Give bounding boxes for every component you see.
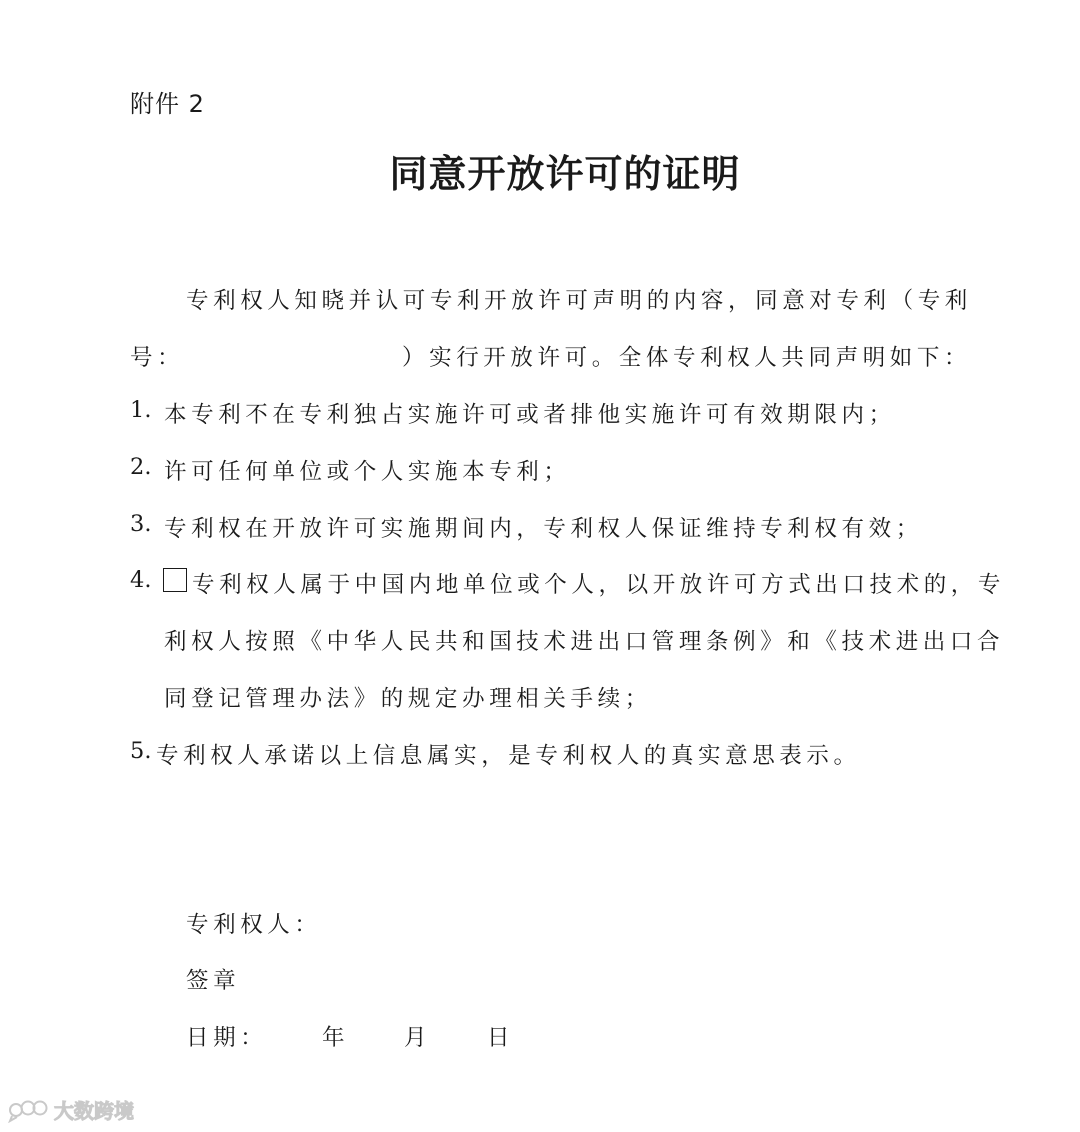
seal-label: 签章 [186, 968, 241, 994]
intro-line-1: 专利权人知晓并认可专利开放许可声明的内容，同意对专利（专利 [186, 288, 972, 314]
intro-line-2-suffix: ）实行开放许可。全体专利权人共同声明如下： [402, 345, 972, 371]
speech-bubble-logo-icon [8, 1097, 48, 1123]
date-label: 日期： [186, 1025, 268, 1051]
item-3-number: 3. [130, 511, 152, 537]
item-5-text: 专利权人承诺以上信息属实，是专利权人的真实意思表示。 [156, 743, 861, 769]
item-4-text-line-1: 专利权人属于中国内地单位或个人，以开放许可方式出口技术的，专 [192, 572, 1006, 598]
intro-line-2-prefix: 号： [130, 345, 185, 371]
item-3-text: 专利权在开放许可实施期间内，专利权人保证维持专利权有效； [164, 516, 923, 542]
date-year: 年 [322, 1025, 350, 1051]
date-day: 日 [487, 1025, 515, 1051]
item-4-text-line-2: 利权人按照《中华人民共和国技术进出口管理条例》和《技术进出口合 [164, 629, 1005, 655]
item-1-text: 本专利不在专利独占实施许可或者排他实施许可有效期限内； [164, 402, 896, 428]
item-4-number: 4. [130, 567, 152, 593]
patentee-label: 专利权人： [186, 912, 322, 938]
item-1-number: 1. [130, 397, 152, 423]
date-month: 月 [404, 1025, 432, 1051]
document-title: 同意开放许可的证明 [389, 151, 741, 196]
watermark [8, 1095, 134, 1124]
item-4-checkbox[interactable] [163, 568, 187, 592]
item-2-text: 许可任何单位或个人实施本专利； [164, 459, 571, 485]
item-2-number: 2. [130, 454, 152, 480]
watermark-text: 大数跨境 [54, 1099, 134, 1123]
item-5-number: 5. [130, 738, 152, 764]
attachment-label: 附件 2 [130, 90, 205, 118]
item-4-text-line-3: 同登记管理办法》的规定办理相关手续； [164, 686, 652, 712]
